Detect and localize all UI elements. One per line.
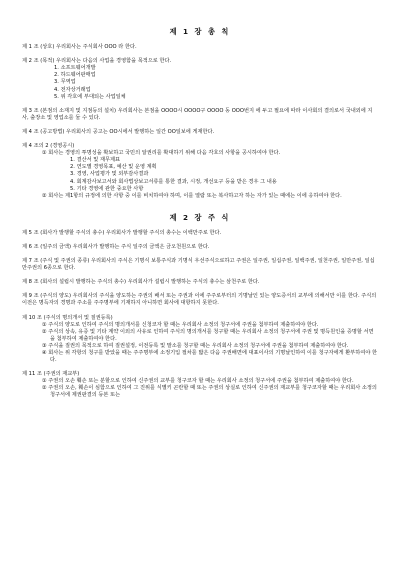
article (22, 58, 378, 101)
article (22, 108, 378, 122)
chapter-1-title: 제 1 장 총 칙 (169, 27, 231, 36)
article-text: 제 4 조 (공고방법) 우리회사의 공고는 OO시에서 발행하는 일간 OO일보에 게재한다. (22, 128, 215, 135)
article-text: 제 6 조 (일주의 금액) 우리회사가 발행하는 주식 일주의 금액은 금오천원으로 한다. (22, 243, 210, 250)
sub-list-item: 5. 기타 경영에 관한 중요한 사항 (70, 185, 144, 192)
chapter-1-body (22, 44, 378, 200)
article-text: 제 8 조 (회사의 설립시 발행하는 주식의 총수) 우리회사가 설립시 발행하는 주식의 총수는 삼천주로 한다. (22, 279, 260, 286)
chapter-2-body (22, 230, 378, 400)
article (22, 244, 378, 251)
article (22, 129, 378, 136)
clause-item: ② 회사는 제1항의 규정에 의한 사항 중 이를 비치하여야 하며, 이를 열람 또는 복사하고자 하는 자가 있는 때에는 이에 응하여야 한다. (42, 192, 342, 199)
article-text: 제 10 조 (주식의 명의개서 및 질권등록) (22, 314, 113, 321)
article (22, 279, 378, 286)
clause-item: ④ 회사는 위 각항의 청구를 받았을 때는 주주명부에 소정기입 절차를 밟은 다음 주권배면에 대표이사의 기명날인하여 이를 청구자에게 환부하여야 한다. (42, 350, 378, 364)
sub-list-item: 3. 경영, 사업평가 및 외부감사결과 (70, 171, 149, 178)
clause-item: ③ 주식을 질권의 목적으로 하여 질권설정, 이전등록 및 말소를 청구할 때는 우리회사 소정의 청구서에 주권을 첨부하여 제출하여야 한다. (42, 342, 349, 349)
article-text: 제 2 조 (목적) 우리회사는 다음의 사업을 경영함을 목적으로 한다. (22, 58, 172, 65)
clause-item: ② 주권의 오손, 훼손이 심함으로 인하여 그 진위를 식별키 곤란할 때 또는 주권의 상실로 인하여 신주권의 재교부를 청구코자할 때는 우리회사 소정의 청구서에 제권판결의 등본 또는 (42, 385, 377, 399)
chapter-2-title: 제 2 장 주 식 (169, 212, 231, 222)
sub-list-item: 2. 연도별 경영목표, 예산 및 운영 계획 (70, 164, 157, 171)
sub-list-item: 1. 결산서 및 재무제표 (70, 157, 120, 164)
article-text: 제 5 조 (회사가 발행할 주식의 총수) 우리회사가 발행할 주식의 총수는 이백만주로 한다. (22, 229, 222, 236)
article (22, 230, 378, 237)
sub-list-item: 4. 회계감사보고서와 회사법상보고서류를 통한 결과, 시정, 개선요구 등을 받은 경우 그 내용 (70, 178, 277, 185)
article (22, 143, 378, 200)
article (22, 293, 378, 307)
article-text: 제 7 조 (주식 및 주권의 종류) 우리회사의 주식은 기명식 보통주식과 기명식 우선주식으로하고 주권은 일주권, 일십주권, 일백주권, 일천주권, 일만주권, 일십만주권의 6종으로 한다. (22, 258, 375, 272)
article (22, 315, 378, 365)
list-item: 5. 위 각호에 부대되는 사업일체 (54, 93, 126, 100)
article-text: 제 11 조 (주권의 재교부) (22, 371, 80, 378)
clause-item: ① 회사는 경영의 투명성을 확보하고 국민의 알권리를 확대하기 위해 다음 각호의 사항을 공시하여야 한다. (42, 150, 281, 157)
clause-item: ① 주권의 오손 훼손 또는 분할으로 인하여 신주권의 교부를 청구코자 할 때는 우리회사 소정의 청구서에 주권을 첨부하여 제출하여야 한다. (42, 378, 354, 385)
article (22, 371, 378, 399)
clause-item: ① 주식의 양도로 인하여 주식의 명의개서를 신청코자 할 때는 우리회사 소정의 청구서에 주권을 첨부하여 제출하여야 한다. (42, 321, 319, 328)
list-item: 1. 소프트웨어개발 (54, 65, 96, 72)
article-text: 제 9 조 (주식의 양도) 우리회사의 주식을 양도하는 주권의 배서 또는 주권과 이에 주주로부터의 기명날인 있는 양도증서의 교부에 의해서만 이를 한다. 주식의 이전은 명득자의 경명과 주소를 주주명부에 기재하지 아니하면 회사에 대항하지 못한다. (22, 293, 377, 307)
article-text: 제 1 조 (상호) 우리회사는 주식회사 OOO 라 한다. (22, 44, 137, 51)
article-text: 제 3 조 (본점의 소재지 및 지점등의 설치) 우리회사는 본점을 OOOO시 OOOO구 OOOO 동 OOO번지 에 두고 필요에 따라 이사회의 결의로서 국내외에 지사, 출장소 및 영업소를 둘 수 있다. (22, 107, 373, 121)
article (22, 44, 378, 51)
list-item: 2. 하드웨어판매업 (54, 72, 96, 79)
list-item: 3. 무역업 (54, 79, 76, 86)
article-text: 제 4 조의 2 (경영공시) (22, 143, 75, 150)
list-item: 4. 전자상거래업 (54, 86, 91, 93)
clause-item: ② 주식의 상속, 유증 및 기타 계약 이외의 사유로 인하여 주식의 명의개서를 청구할 때는 우리회사 소정의 청구서에 주권 및 명득원인을 증명할 서면을 첨부하여 제출하여야 한다. (42, 328, 374, 342)
article (22, 258, 378, 272)
